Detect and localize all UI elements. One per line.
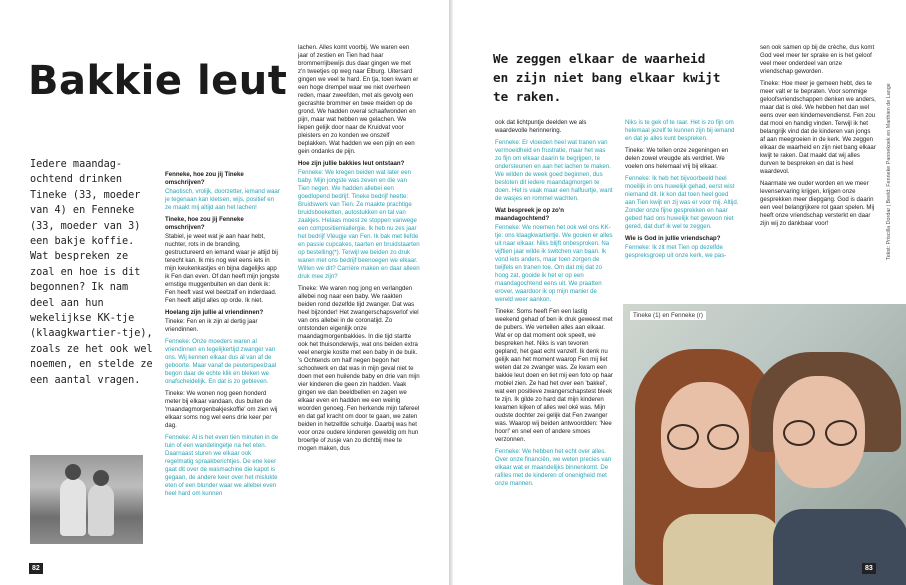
question-heading: Tineke, hoe zou jij Fenneke omschrijven? <box>165 216 244 231</box>
paragraph: Tineke: Hoe meer je gemeen hebt, des te meer valt er te bepraten. Voor sommige geloofsvriendschappen denken we anders, maar dat is oké. We hebben het dan wel eens over een kindernevendienst. Fen zou dat mooi en handig vinden. Terwijl ik het belangrijk vind dat de kinderen van jongs af aan meegroeien in de kerk. We zeggen elkaar de waarheid en zijn niet bang elkaar kwijt te raken. Dat maakt dat wij alles durven te bespreken en dat is heel waardevol. <box>760 80 876 175</box>
question-heading: Wie is God in jullie vriendschap? <box>625 235 721 242</box>
page-number: 83 <box>862 563 876 574</box>
paragraph: Naarmate we ouder worden en we meer levenservaring krijgen, krijgen onze gesprekken meer diepgang. God is daarin een veel belangrijkere rol gaan spelen. Mij heeft onze vriendschap versterkt en daar zijn wij zo dankbaar voor! <box>760 180 875 227</box>
text-column-1 <box>165 168 280 502</box>
pull-quote-line-1: We zeggen elkaar de waarheid <box>493 51 706 66</box>
paragraph: Chaotisch, vrolijk, doorzetter, iemand waar je tegenaan kan kletsen, wijs, positief en ze maakt mij altijd aan het lachen! <box>165 188 280 211</box>
question-heading: Hoe zijn jullie bakkies leut ontstaan? <box>298 160 405 167</box>
paragraph: ook dat lichtpuntje deelden we als waardevolle herinnering. <box>495 119 587 134</box>
paragraph: Fenneke: Er vloeiden heel wat tranen van vermoeidheid en frustratie, maar het was zo fijn om elkaar daarin te begrijpen, te ondersteunen en aan het lachen te maken. We wilden de week goed beginnen, dus besloten dit iedere maandagmorgen te doen. Het is vaak maar een halfuurtje, want de wasjes en rommel wachten. <box>495 139 613 202</box>
childhood-photo <box>30 455 143 544</box>
pull-quote <box>493 49 743 106</box>
page-number: 82 <box>29 563 43 574</box>
paragraph: Fenneke: Ik zit met Tien op dezelfde gespreksgroep uit onze kerk, we pas- <box>625 244 727 259</box>
photo-caption: Tineke (1) en Fenneke (r) <box>630 311 706 320</box>
article-headline: Bakkie leut <box>28 58 288 104</box>
paragraph: Tineke: We wonen nog geen honderd meter bij elkaar vandaan, dus buiten de 'maandagmorgenbakjeskoffie' om zien wij elkaar soms nog wel eens drie keer per dag. <box>165 390 278 429</box>
text-column-2 <box>298 44 420 457</box>
text-column-3 <box>495 119 613 492</box>
paragraph: Stabiel, je weet wat je aan haar hebt, nuchter, rots in de branding, gestructureerd en iemand waar je altijd bij terecht kan. Ik mis nog wel eens iets in mijn keukenkastjes en bijna dagelijks app ik Fen dan even. Of dan heeft mijn jongste ernstige muggenbulten en dan denk ik: Fen heeft vast wel beetzalf en inderdaad. Fen heeft altijd alles op orde. Ik niet. <box>165 233 280 304</box>
child-figure <box>88 484 114 536</box>
paragraph: Niks is te gek of te raar. Het is zo fijn om helemaal jezelf te kunnen zijn bij iemand en dat je alles kunt bespreken. <box>625 119 735 142</box>
paragraph: Fenneke: We kregen beiden wat later een baby. Mijn jongste was zeven en die van Tien negen. We hadden allebei een goedlopend bedrijf. Tineke bedrijf heette: Bruidswerk van Tien. Ze maakte prachtige bruidsboeketten, autostukken en tal van zaakjes. Helaas moest ze stoppen vanwege een compositiemiallergie. Ik heb nu zes jaar het bedrijf Vleugje van Fen. Ik bak met liefde en passie cupcakes, taarten en bruidstaarten op bestelling(*). Terwijl we beiden zo druk waren met ons bedrijf beenoegen we elkaar. Willen we dit? Carrière maken en daar alleen druk mee zijn? <box>298 169 420 280</box>
paragraph: Tineke: We tellen onze zegeningen en delen zowel vreugde als verdriet. We voelen ons helemaal vrij bij elkaar. <box>625 147 729 170</box>
question-heading: Wat bespreek je op zo'n maandagochtend? <box>495 207 564 222</box>
paragraph: Fenneke: We noemen het ook wel ons KK-tje: ons klaagkwartiertje. We gooien er alles uit naar elkaar. Niks blijft onbesproken. Na vijftien jaar wilde ik switchen van baan. Ik vond iets anders, maar toen zorgen de twijfels en tranen toe. Om dat mij dat zo hoog zat, gooide ik het er op een maandagochtend eens uit. We praatten erover, waardoor ik op mijn manier de wereld weer aankon. <box>495 224 613 303</box>
paragraph: Fenneke: We hebben het echt over alles. Over onze financiën, we weten precies van elkaar wat er maandelijks binnenkomt. De rafiles met de kinderen of onenigheid met onze mannen. <box>495 448 612 487</box>
question-heading: Fenneke, hoe zou jij Tineke omschrijven? <box>165 171 244 186</box>
question-heading: Hoelang zijn jullie al vriendinnen? <box>165 309 264 316</box>
paragraph: lachen. Alles komt voorbij. We waren een jaar of zestien en Tien had haar brommerrijbewijs dus daar gingen we met z'n tweetjes op weg naar Elburg. Uitersard gingen we veel te hard. En tja, toen kwam er een hoge drempel waar we niet overheen reden, maar zweefden, met als gevolg een gecrashte brommer en twee meiden op de grond. We hadden overal schaafwonden en pijn, maar wat hebben we gelachen. We liepen gelijk door naar de Kruidvat voor pleisters en zo konden we onszelf beplakken. Wat hadden we een pijn en een gein ondanks de pijn. <box>298 44 419 155</box>
paragraph: Fenneke: Onze moeders waren al vriendinnen en tegelijkertijd zwanger van ons. Wij kennen elkaar dus al van af de geboorte. Maar vanaf de peuterspeelzaal begon daar de echte klik en bleken we onafscheidelijk. En dat is zo gebleven. <box>165 338 277 385</box>
pull-quote-line-2: en zijn niet bang elkaar kwijt te raken. <box>493 70 721 104</box>
text-column-5 <box>760 44 876 232</box>
paragraph: Tineke: Soms heeft Fen een lastig weekend gehad of ben ik druk geweest met de pubers. We vertellen alles aan elkaar. Wat er op dat moment ook speelt, we bespreken het. Niks is van tevoren gepland, het gaat echt vanzelf. Ik denk nu gelijk aan het moment waarop Fen mij liet weten dat ze zwanger was. Ze kwam een bakkie leut doen en liet mij een foto op haar mobiel zien. Ze had het over een 'bakkel', wat een positieve zwangerschapstest bleek te zijn. Ik gilde zo hard dat mijn kinderen kwamen kijken of alles wel oké was. Mijn oudste dochter zei gelijk dat Fen zwanger was. Waarop wij beiden antwoordden: 'Nee hoor!' en snel een of andere smoes verzonnen. <box>495 308 613 443</box>
paragraph: Tineke: Fen en ik zijn al dertig jaar vriendinnen. <box>165 318 258 333</box>
paragraph: Tineke: We waren nog jong en verlangden allebei nog naar een baby. We raakten beiden rond dezelfde tijd zwanger. Dat was heel bijzonder! Het zwangerschapsverlof viel van ons allebei in de coronatijd. Zo ontstonden eigenlijk onze maandagmorgenbakkies. In die tijd startte ook het thuisonderwijs, wat ons beiden extra veel energie kostte met een baby in de buik. 's Ochtends om half negen begon het schoolwerk en dat was in mijn geval niet te doen met een huilende baby en drie van mijn vier kinderen die geen zin hadden. Vaak gingen we dan beeldbellen en zagen we elkaar even en hadden we een weinig woorden genoeg. Fen herkende mijn tafereel en dat gaf kracht om door te gaan, we zaten beiden in hetzelfde schuitje. Daarbij was het voor onze oudere kinderen geweldig om hun broertje of zusje van zo dichtbij mee te mogen maken, dus <box>298 285 420 452</box>
paragraph: sen ook samen op bij de crèche, dus komt God veel meer ter sprake en is het geloof veel meer onderdeel van onze vriendschap geworden. <box>760 44 875 75</box>
article-intro: Iedere maandag-ochtend drinken Tineke (33, moeder van 4) en Fenneke (33, moeder van 3) een bakje koffie. Wat bespreken ze zoal en hoe is dit begonnen? Ik nam deel aan hun wekelijkse KK-tje (klaagkwartier-tje), zoals ze het ook wel noemen, en stelde ze een aantal vragen. <box>30 159 153 386</box>
text-column-4 <box>625 119 739 264</box>
credit-text: Tekst: Priscilla Dordar | Beeld: Fenneke Pannekoek en Marthien de Lange <box>886 83 892 260</box>
paragraph: Fenneke: Ik heb het bijvoorbeeld heel moeilijk in ons huwelijk gehad, eerst wist niemand dit. Ik kon dat toen heel goed aan Tien kwijt en zij was er voor mij. Altijd. Zonder onze fijne gesprekken en haar gebed had ons huwelijk het gewoon niet gered, dat durf ik wel te zeggen. <box>625 175 739 230</box>
left-page <box>0 0 449 585</box>
paragraph: Fenneke: Al is het even tien minuten in de tuin of een wandelingetje na het eten. Daarnaast sturen we elkaar ook regelmatig spraakberichtjes. De ene keer gaat dit over de wasmachine die kapot is gegaan, de andere keer over het mislukte eten of een blunder waar we allebei even heel hard om kunnen <box>165 434 279 497</box>
photo-credit <box>886 60 896 260</box>
child-figure <box>60 478 86 536</box>
portrait-photo <box>623 304 906 585</box>
